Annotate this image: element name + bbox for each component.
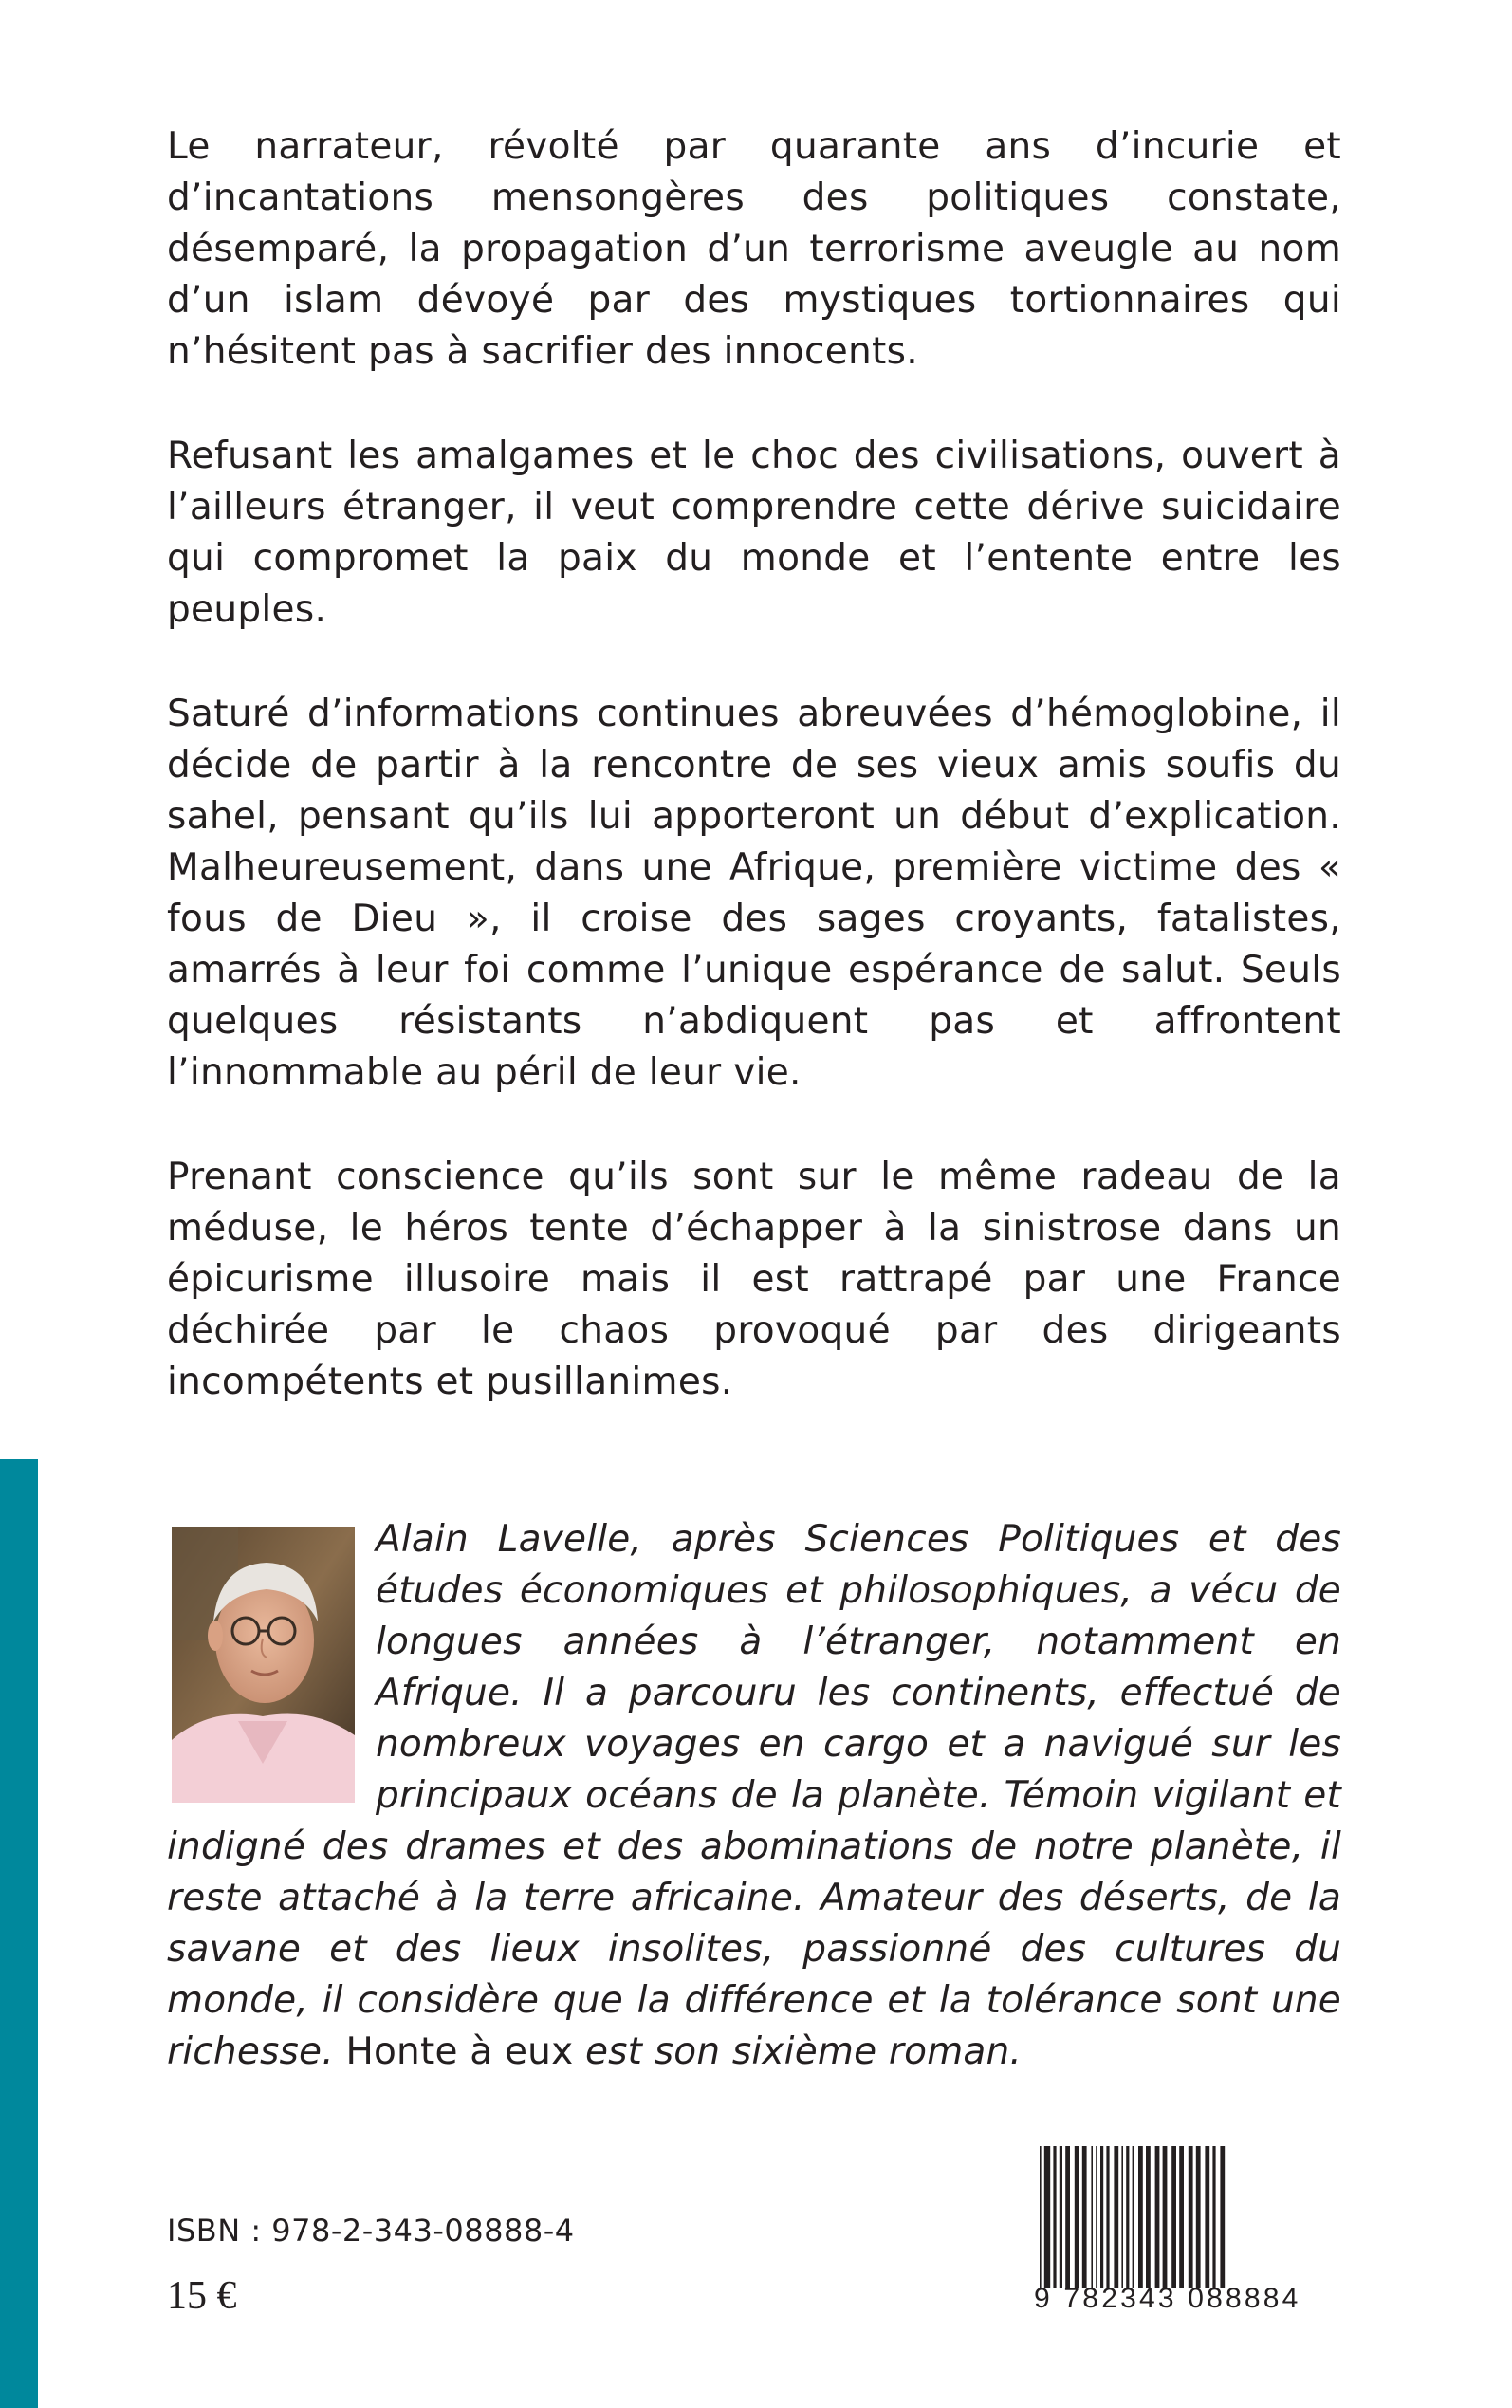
barcode-bar xyxy=(1065,2146,1070,2288)
barcode-bar xyxy=(1075,2146,1079,2288)
photo-wrap-spacer xyxy=(167,1514,376,1818)
barcode-bar xyxy=(1040,2146,1042,2288)
barcode-bar xyxy=(1126,2146,1129,2288)
barcode-bar xyxy=(1155,2146,1160,2288)
barcode-bar xyxy=(1138,2146,1143,2288)
teal-side-band xyxy=(0,1459,38,2408)
barcode-bar xyxy=(1146,2146,1151,2288)
barcode-bar xyxy=(1114,2146,1118,2288)
barcode-bar xyxy=(1133,2146,1134,2288)
price: 15 € xyxy=(167,2274,237,2318)
barcode-bar xyxy=(1220,2146,1225,2288)
barcode-bar xyxy=(1106,2146,1109,2288)
book-title: Honte à eux xyxy=(345,2030,574,2073)
author-bio-text: , après Sciences Politiques et des études économiques et philosophiques, a vécu de longues années à l’étranger, notamment en Afrique. Il a parcouru les continents, effectué de nombreux voyages en cargo et a navigué sur les principaux océans de la planète. Témoin vigilant et indigné des drames et des abominations de notre planète, il reste attaché à la terre africaine. Amateur des déserts, de la savane et des lieux insolites, passionné des cultures du monde, il considère que la différence et la tolérance sont une richesse. xyxy=(167,1518,1341,2073)
barcode-bar xyxy=(1179,2146,1184,2288)
barcode-bar xyxy=(1205,2146,1209,2288)
barcode-bar xyxy=(1053,2146,1056,2288)
isbn: ISBN : 978-2-343-08888-4 xyxy=(167,2213,575,2249)
barcode-bar xyxy=(1091,2146,1093,2288)
barcode-bar xyxy=(1212,2146,1215,2288)
barcode-digits: 9 782343 088884 xyxy=(1034,2283,1301,2314)
barcode-bar xyxy=(1171,2146,1176,2288)
barcode-bar xyxy=(1082,2146,1087,2288)
barcode-bar xyxy=(1196,2146,1201,2288)
barcode-bar xyxy=(1100,2146,1103,2288)
blurb-paragraph: Le narrateur, révolté par quarante ans d’incurie et d’incantations mensongères des politiques constate, désemparé, la propagation d’un terrorisme aveugle au nom d’un islam dévoyé par des mystiques tortionnaires qui n’hésitent pas à sacrifier des innocents. xyxy=(167,125,1341,373)
barcode-bar xyxy=(1163,2146,1168,2288)
barcode-bar xyxy=(1189,2146,1193,2288)
barcode-bar xyxy=(1060,2146,1062,2288)
barcode-bar xyxy=(1096,2146,1097,2288)
blurb-paragraph: Refusant les amalgames et le choc des civilisations, ouvert à l’ailleurs étranger, il veut comprendre cette dérive suicidaire qui compromet la paix du monde et l’entente entre les peuples. xyxy=(167,435,1341,631)
blurb-paragraph: Prenant conscience qu’ils sont sur le même radeau de la méduse, le héros tente d’échapper à la sinistrose dans un épicurisme illusoire mais il est rattrapé par une France déchirée par le chaos provoqué par des dirigeants incompétents et pusillanimes. xyxy=(167,1156,1341,1403)
barcode-bar xyxy=(1044,2146,1050,2288)
author-name: Alain Lavelle xyxy=(376,1518,631,1561)
author-bio-ending: est son sixième roman. xyxy=(573,2030,1022,2073)
barcode-bar xyxy=(1121,2146,1123,2288)
back-cover-blurb xyxy=(167,121,1341,1461)
blurb-paragraph: Saturé d’informations continues abreuvées d’hémoglobine, il décide de partir à la rencontre de ses vieux amis soufis du sahel, pensant qu’ils lui apporteront un début d’explication. Malheureusement, dans une Afrique, première victime des « fous de Dieu », il croise des sages croyants, fatalistes, amarrés à leur foi comme l’unique espérance de salut. Seuls quelques résistants n’abdiquent pas et affrontent l’innommable au péril de leur vie. xyxy=(167,693,1341,1094)
author-bio xyxy=(167,1514,1341,2078)
